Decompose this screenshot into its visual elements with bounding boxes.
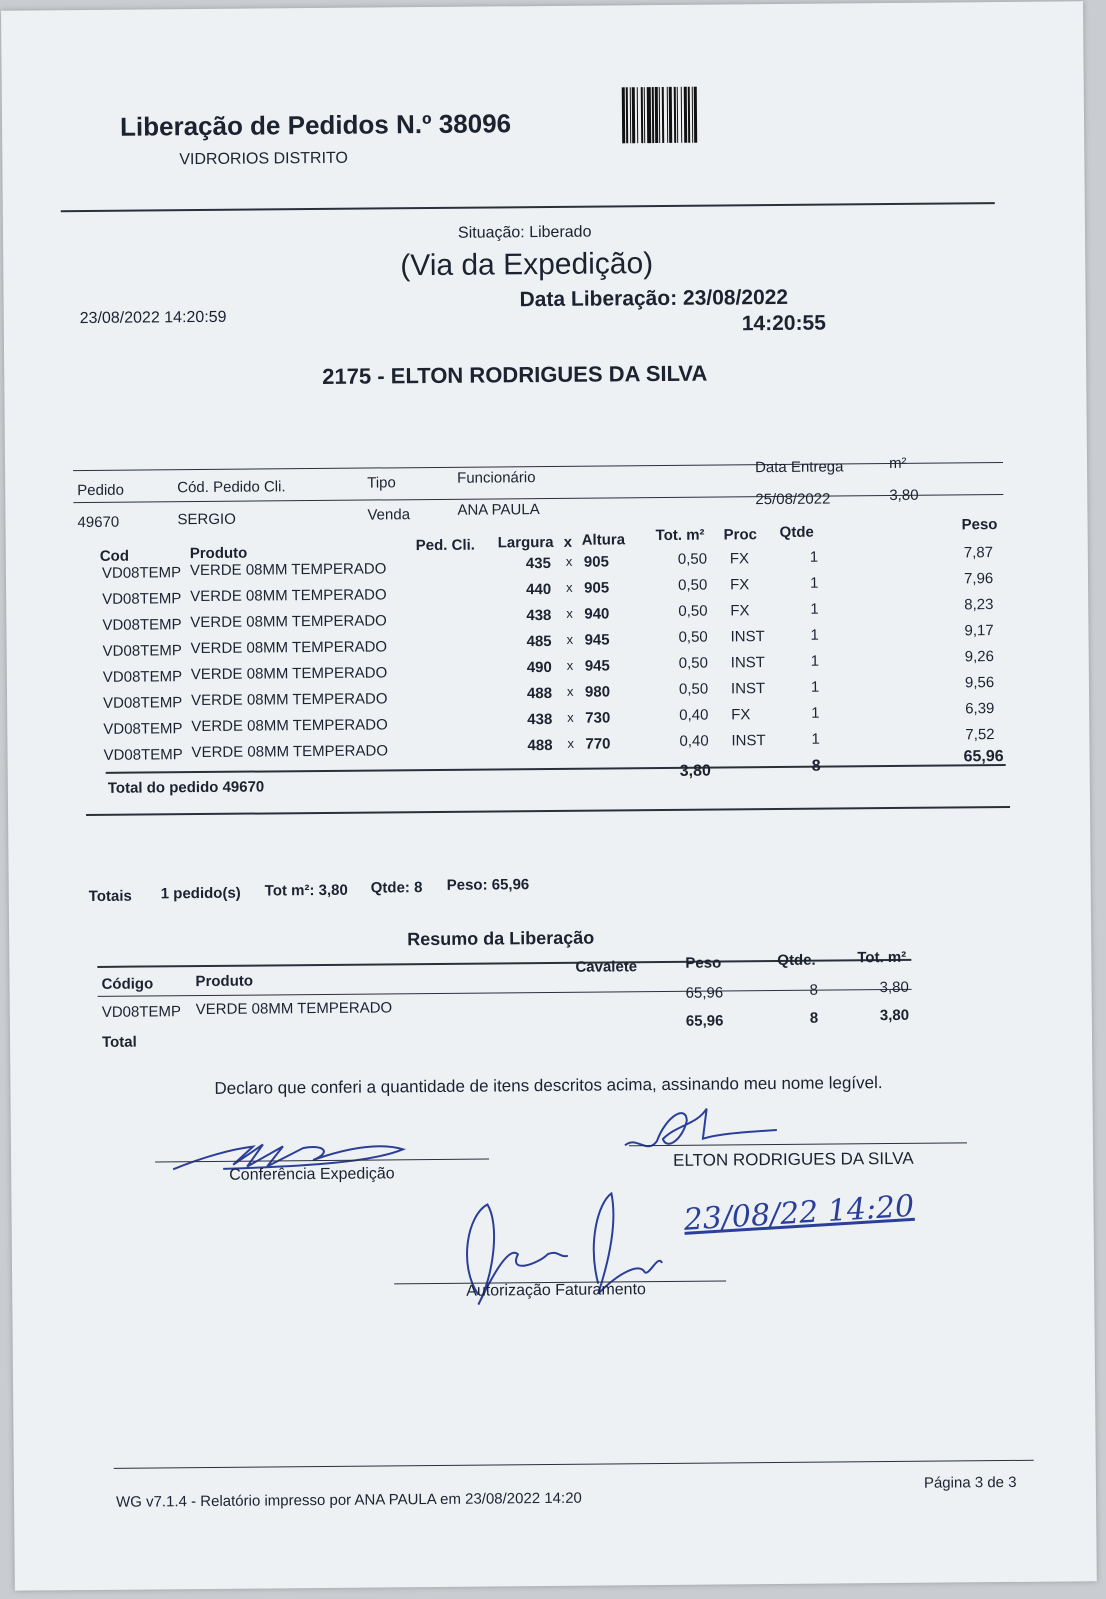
cell-qtde: 1 bbox=[809, 548, 819, 566]
cell-produto: VERDE 08MM TEMPERADO bbox=[190, 612, 387, 632]
summary-col-qtde: Qtde. bbox=[777, 951, 816, 970]
summary-row-peso: 65,96 bbox=[685, 984, 724, 1002]
document-page bbox=[1, 1, 1097, 1590]
release-time: 14:20:55 bbox=[741, 311, 826, 336]
items-bottom-divider bbox=[86, 806, 1010, 816]
cell-produto: VERDE 08MM TEMPERADO bbox=[190, 664, 388, 684]
cell-x: x bbox=[566, 657, 574, 673]
label-cod-pedido-cli: Cód. Pedido Cli. bbox=[177, 478, 286, 497]
cell-altura: 905 bbox=[583, 553, 609, 571]
cell-tot-m2: 0,50 bbox=[678, 654, 709, 672]
value-cod-pedido-cli: SERGIO bbox=[177, 510, 236, 529]
summary-total-label: Total bbox=[101, 1033, 137, 1051]
cell-largura: 438 bbox=[527, 710, 553, 729]
cell-peso: 7,96 bbox=[963, 570, 994, 588]
cell-largura: 488 bbox=[526, 684, 553, 703]
totals-pedidos: 1 pedido(s) bbox=[160, 884, 241, 903]
cell-largura: 438 bbox=[526, 606, 552, 625]
copy-type: (Via da Expedição) bbox=[400, 247, 654, 283]
cell-proc: FX bbox=[729, 550, 750, 568]
release-date: Data Liberação: 23/08/2022 bbox=[519, 285, 789, 312]
cell-x: x bbox=[565, 553, 573, 569]
label-m2: m² bbox=[888, 454, 907, 473]
header-divider bbox=[61, 202, 995, 212]
conferencia-label: Conferência Expedição bbox=[229, 1165, 395, 1184]
cell-produto: VERDE 08MM TEMPERADO bbox=[189, 560, 387, 580]
cell-peso: 9,26 bbox=[964, 648, 994, 666]
signature-autorizacao bbox=[447, 1183, 678, 1335]
label-funcionario: Funcionário bbox=[457, 469, 536, 487]
col-produto: Produto bbox=[189, 544, 248, 563]
totals-m2: Tot m²: 3,80 bbox=[264, 881, 348, 900]
cell-proc: INST bbox=[730, 628, 765, 646]
cell-qtde: 1 bbox=[809, 574, 819, 592]
summary-col-peso: Peso bbox=[685, 954, 722, 972]
cell-proc: FX bbox=[730, 602, 750, 620]
order-total-m2: 3,80 bbox=[679, 762, 711, 780]
value-funcionario: ANA PAULA bbox=[457, 501, 540, 519]
cell-x: x bbox=[566, 605, 573, 621]
cell-proc: INST bbox=[731, 732, 766, 750]
cell-produto: VERDE 08MM TEMPERADO bbox=[190, 638, 388, 658]
footer-printed-by: WG v7.1.4 - Relatório impresso por ANA PAULA em 23/08/2022 14:20 bbox=[115, 1489, 582, 1511]
cell-x: x bbox=[567, 709, 574, 725]
cell-altura: 940 bbox=[584, 605, 610, 623]
order-total-qtde: 8 bbox=[811, 757, 821, 775]
print-timestamp: 23/08/2022 14:20:59 bbox=[79, 308, 227, 328]
cell-peso: 8,23 bbox=[964, 596, 994, 614]
summary-title: Resumo da Liberação bbox=[407, 927, 595, 950]
summary-total-qtde: 8 bbox=[809, 1009, 819, 1027]
cell-cod: VD08TEMP bbox=[101, 564, 182, 582]
col-x: x bbox=[563, 533, 573, 551]
cell-qtde: 1 bbox=[810, 652, 820, 670]
summary-mid-divider bbox=[98, 989, 912, 997]
cell-proc: INST bbox=[730, 680, 766, 698]
cell-altura: 905 bbox=[584, 579, 610, 597]
summary-total-tot-m2: 3,80 bbox=[879, 1006, 910, 1025]
cell-peso: 7,87 bbox=[963, 544, 994, 562]
summary-row-produto: VERDE 08MM TEMPERADO bbox=[195, 999, 393, 1019]
cell-peso: 6,39 bbox=[965, 700, 995, 718]
cell-cod: VD08TEMP bbox=[103, 720, 183, 738]
cell-proc: FX bbox=[731, 706, 751, 724]
document-title: Liberação de Pedidos N.º 38096 bbox=[119, 108, 512, 142]
value-pedido: 49670 bbox=[77, 513, 120, 532]
cell-cod: VD08TEMP bbox=[102, 590, 182, 608]
cell-tot-m2: 0,50 bbox=[677, 550, 708, 568]
summary-col-produto: Produto bbox=[195, 972, 254, 991]
cell-qtde: 1 bbox=[810, 678, 820, 696]
value-m2: 3,80 bbox=[889, 486, 919, 505]
cell-tot-m2: 0,50 bbox=[678, 576, 708, 594]
footer-divider bbox=[114, 1460, 1034, 1469]
cell-altura: 770 bbox=[585, 735, 611, 753]
totals-qtde: Qtde: 8 bbox=[370, 879, 423, 897]
label-tipo: Tipo bbox=[367, 474, 396, 492]
cell-produto: VERDE 08MM TEMPERADO bbox=[190, 586, 387, 606]
col-altura: Altura bbox=[581, 531, 626, 549]
summary-col-codigo: Código bbox=[101, 975, 154, 993]
summary-row-qtde: 8 bbox=[809, 981, 819, 999]
totals-label: Totais bbox=[88, 887, 132, 906]
cell-cod: VD08TEMP bbox=[102, 642, 182, 660]
cell-tot-m2: 0,40 bbox=[679, 706, 709, 724]
cell-x: x bbox=[566, 631, 574, 647]
cell-tot-m2: 0,40 bbox=[679, 732, 709, 750]
order-total-label: Total do pedido 49670 bbox=[107, 778, 265, 797]
cell-largura: 435 bbox=[525, 554, 551, 573]
page-number: Página 3 de 3 bbox=[923, 1473, 1017, 1492]
label-data-entrega: Data Entrega bbox=[754, 458, 844, 477]
cell-peso: 9,56 bbox=[964, 674, 995, 692]
handwritten-date: 23/08/22 14:20 bbox=[682, 1188, 916, 1238]
customer-sign-label: ELTON RODRIGUES DA SILVA bbox=[673, 1148, 914, 1170]
cell-tot-m2: 0,50 bbox=[678, 680, 709, 698]
totals-peso: Peso: 65,96 bbox=[446, 876, 530, 894]
cell-qtde: 1 bbox=[811, 704, 820, 722]
cell-altura: 730 bbox=[585, 709, 611, 727]
col-tot-m2: Tot. m² bbox=[655, 526, 705, 545]
company-name: VIDRORIOS DISTRITO bbox=[179, 149, 349, 169]
barcode bbox=[622, 86, 788, 143]
value-data-entrega: 25/08/2022 bbox=[755, 490, 831, 509]
cell-tot-m2: 0,50 bbox=[678, 628, 708, 646]
cell-cod: VD08TEMP bbox=[102, 668, 183, 686]
col-cod: Cod bbox=[99, 547, 130, 565]
cell-proc: FX bbox=[730, 576, 750, 594]
col-ped-cli: Ped. Cli. bbox=[415, 536, 475, 555]
summary-row-codigo: VD08TEMP bbox=[101, 1003, 182, 1021]
cell-altura: 945 bbox=[584, 657, 610, 675]
cell-x: x bbox=[567, 735, 575, 751]
cell-tot-m2: 0,50 bbox=[678, 602, 708, 620]
cell-x: x bbox=[566, 683, 574, 699]
cell-cod: VD08TEMP bbox=[103, 694, 183, 712]
summary-total-peso: 65,96 bbox=[685, 1012, 724, 1030]
label-pedido: Pedido bbox=[77, 481, 125, 500]
items-total-divider bbox=[106, 764, 1006, 774]
cell-qtde: 1 bbox=[810, 600, 819, 618]
status-text: Situação: Liberado bbox=[457, 223, 592, 242]
value-tipo: Venda bbox=[367, 506, 411, 524]
declaration-text: Declaro que conferi a quantidade de itens descritos acima, assinando meu nome legível. bbox=[214, 1073, 883, 1098]
cell-proc: INST bbox=[730, 654, 766, 672]
cell-qtde: 1 bbox=[811, 730, 820, 748]
cell-peso: 7,52 bbox=[965, 726, 995, 744]
cell-largura: 490 bbox=[526, 658, 552, 677]
cell-produto: VERDE 08MM TEMPERADO bbox=[191, 742, 389, 762]
cell-cod: VD08TEMP bbox=[102, 616, 182, 634]
cell-qtde: 1 bbox=[810, 626, 819, 644]
cell-x: x bbox=[566, 579, 573, 595]
cell-cod: VD08TEMP bbox=[103, 746, 183, 764]
cell-largura: 440 bbox=[526, 580, 552, 599]
cell-largura: 485 bbox=[526, 632, 552, 651]
cell-produto: VERDE 08MM TEMPERADO bbox=[191, 716, 388, 736]
col-largura: Largura bbox=[497, 533, 554, 552]
order-total-peso: 65,96 bbox=[963, 748, 1004, 766]
cell-largura: 488 bbox=[527, 736, 553, 755]
summary-col-tot-m2: Tot. m² bbox=[857, 948, 907, 967]
col-proc: Proc bbox=[723, 526, 758, 544]
cell-peso: 9,17 bbox=[964, 622, 994, 640]
cell-altura: 945 bbox=[584, 631, 610, 649]
cell-altura: 980 bbox=[584, 683, 611, 701]
col-peso: Peso bbox=[961, 516, 998, 534]
summary-row-tot-m2: 3,80 bbox=[879, 978, 909, 997]
summary-col-cavalete: Cavalete bbox=[575, 958, 638, 976]
customer-name: 2175 - ELTON RODRIGUES DA SILVA bbox=[322, 360, 708, 389]
col-qtde: Qtde bbox=[779, 523, 814, 541]
order-top-divider bbox=[73, 462, 1003, 471]
cell-produto: VERDE 08MM TEMPERADO bbox=[190, 690, 388, 710]
autorizacao-label: Autorização Faturamento bbox=[466, 1281, 646, 1300]
